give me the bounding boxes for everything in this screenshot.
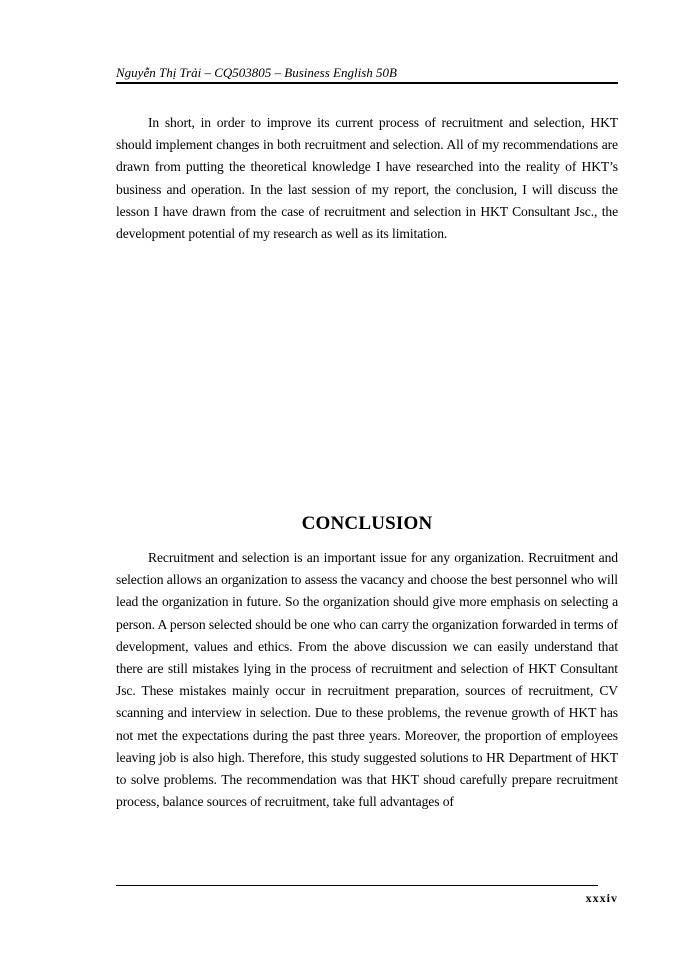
- section-heading: CONCLUSION: [301, 513, 433, 534]
- header-rule: [116, 82, 618, 84]
- footer-rule: [116, 885, 598, 886]
- body-paragraph-2: Recruitment and selection is an important issue for any organization. Recruitment and selection allows an organization to assess the vacancy and choose the best personnel who will lead the organization in future. So the organization should give more emphasis on selecting a person. A person selected should be one who can carry the organization forwarded in terms of development, values and ethics. From the above discussion we can easily understand that there are still mistakes lying in the process of recruitment and selection of HKT Consultant Jsc. These mistakes mainly occur in recruitment preparation, sources of recruitment, CV scanning and interview in selection. Due to these problems, the revenue growth of HKT has not met the expectations during the past three years. Moreover, the proportion of employees leaving job is also high. Therefore, this study suggested solutions to HR Department of HKT to solve problems. The recommendation was that HKT shoud carefully prepare recruitment process, balance sources of recruitment, take full advantages of: [116, 550, 618, 810]
- page-number: xxxiv: [585, 891, 618, 905]
- body-paragraph-1: In short, in order to improve its current process of recruitment and selection, HKT should implement changes in both recruitment and selection. All of my recommendations are drawn from putting the theoretical knowledge I have researched into the reality of HKT’s business and operation. In the last session of my report, the conclusion, I will discuss the lesson I have drawn from the case of recruitment and selection in HKT Consultant Jsc., the development potential of my research as well as its limitation.: [116, 115, 618, 242]
- page-header: Nguyễn Thị Trải – CQ503805 – Business English 50B: [116, 65, 397, 80]
